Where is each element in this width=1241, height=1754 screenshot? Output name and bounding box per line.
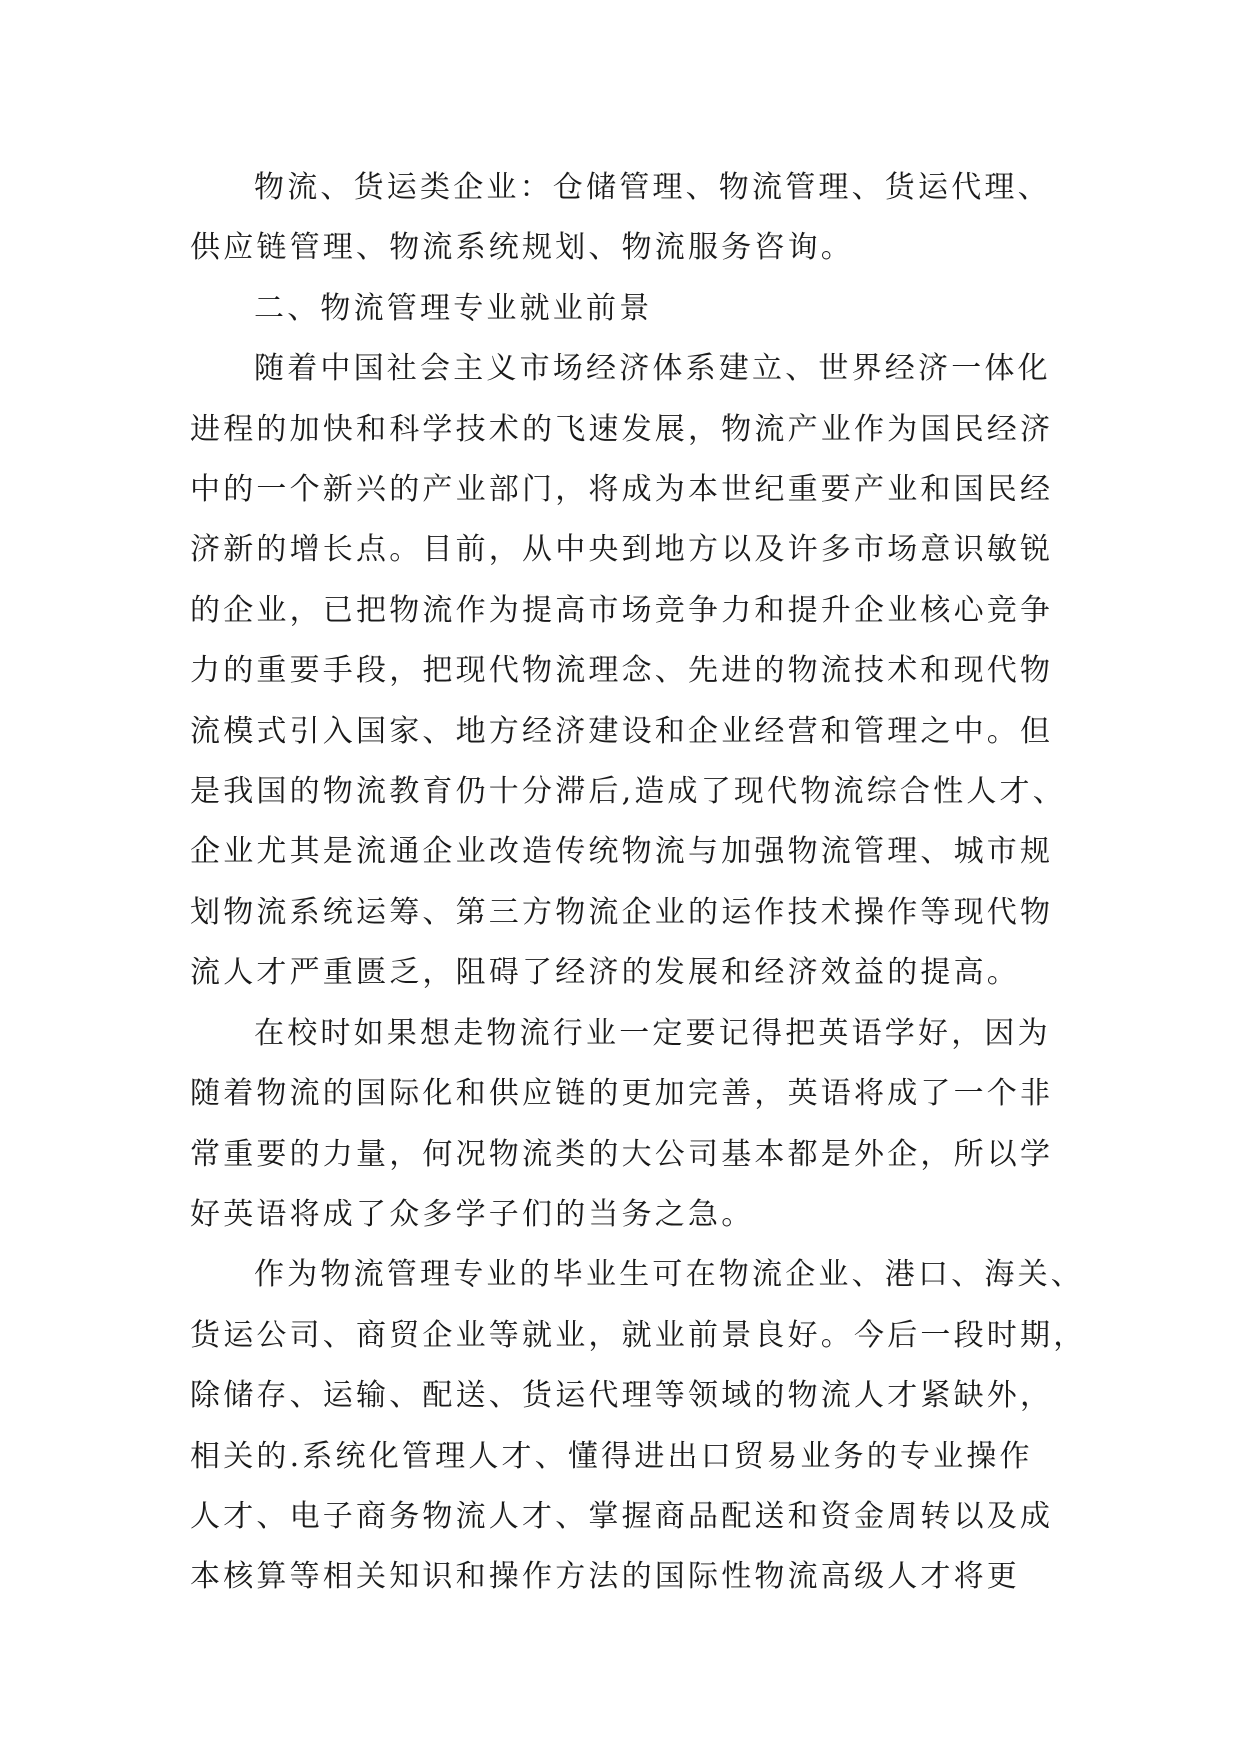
text-line: 本核算等相关知识和操作方法的国际性物流高级人才将更 (190, 1559, 1020, 1595)
text-line: 企业尤其是流通企业改造传统物流与加强物流管理、城市规 (190, 834, 1054, 870)
text-line: 在校时如果想走物流行业一定要记得把英语学好，因为 (254, 1015, 1051, 1051)
text-line: 除储存、运输、配送、货运代理等领域的物流人才紧缺外， (190, 1378, 1054, 1414)
text-line: 的企业，已把物流作为提高市场竞争力和提升企业核心竞争 (190, 592, 1054, 628)
text-line: 好英语将成了众多学子们的当务之急。 (190, 1196, 755, 1232)
section-heading-employment-prospects (190, 279, 1070, 339)
section-heading-text: 二、物流管理专业就业前景 (254, 290, 653, 326)
text-line: 是我国的物流教育仍十分滞后,造成了现代物流综合性人才、 (190, 774, 1066, 810)
text-line: 进程的加快和科学技术的飞速发展，物流产业作为国民经济 (190, 411, 1054, 447)
text-line: 作为物流管理专业的毕业生可在物流企业、港口、海关、 (254, 1257, 1084, 1293)
paragraph-industry-background (190, 339, 1070, 1003)
text-line: 力的重要手段，把现代物流理念、先进的物流技术和现代物 (190, 653, 1054, 689)
text-line: 济新的增长点。目前，从中央到地方以及许多市场意识敏锐 (190, 532, 1054, 568)
document-body (190, 158, 1087, 1608)
text-line: 常重要的力量，何况物流类的大公司基本都是外企，所以学 (190, 1136, 1054, 1172)
paragraph-graduate-careers (190, 1245, 1087, 1607)
text-line: 划物流系统运筹、第三方物流企业的运作技术操作等现代物 (190, 894, 1054, 930)
text-line: 随着物流的国际化和供应链的更加完善，英语将成了一个非 (190, 1076, 1054, 1112)
text-line: 人才、电子商务物流人才、掌握商品配送和资金周转以及成 (190, 1498, 1054, 1534)
text-line: 随着中国社会主义市场经济体系建立、世界经济一体化 (254, 351, 1051, 387)
text-line: 物流、货运类企业：仓储管理、物流管理、货运代理、 (254, 170, 1051, 205)
text-line: 供应链管理、物流系统规划、物流服务咨询。 (190, 230, 854, 266)
text-line: 流人才严重匮乏，阻碍了经济的发展和经济效益的提高。 (190, 955, 1020, 991)
text-line: 中的一个新兴的产业部门，将成为本世纪重要产业和国民经 (190, 472, 1054, 508)
paragraph-logistics-enterprises (190, 158, 1070, 279)
paragraph-english-advice (190, 1004, 1070, 1246)
text-line: 相关的.系统化管理人才、懂得进出口贸易业务的专业操作 (190, 1438, 1033, 1474)
text-line: 流模式引入国家、地方经济建设和企业经营和管理之中。但 (190, 713, 1054, 749)
text-line: 货运公司、商贸企业等就业，就业前景良好。今后一段时期， (190, 1317, 1087, 1353)
